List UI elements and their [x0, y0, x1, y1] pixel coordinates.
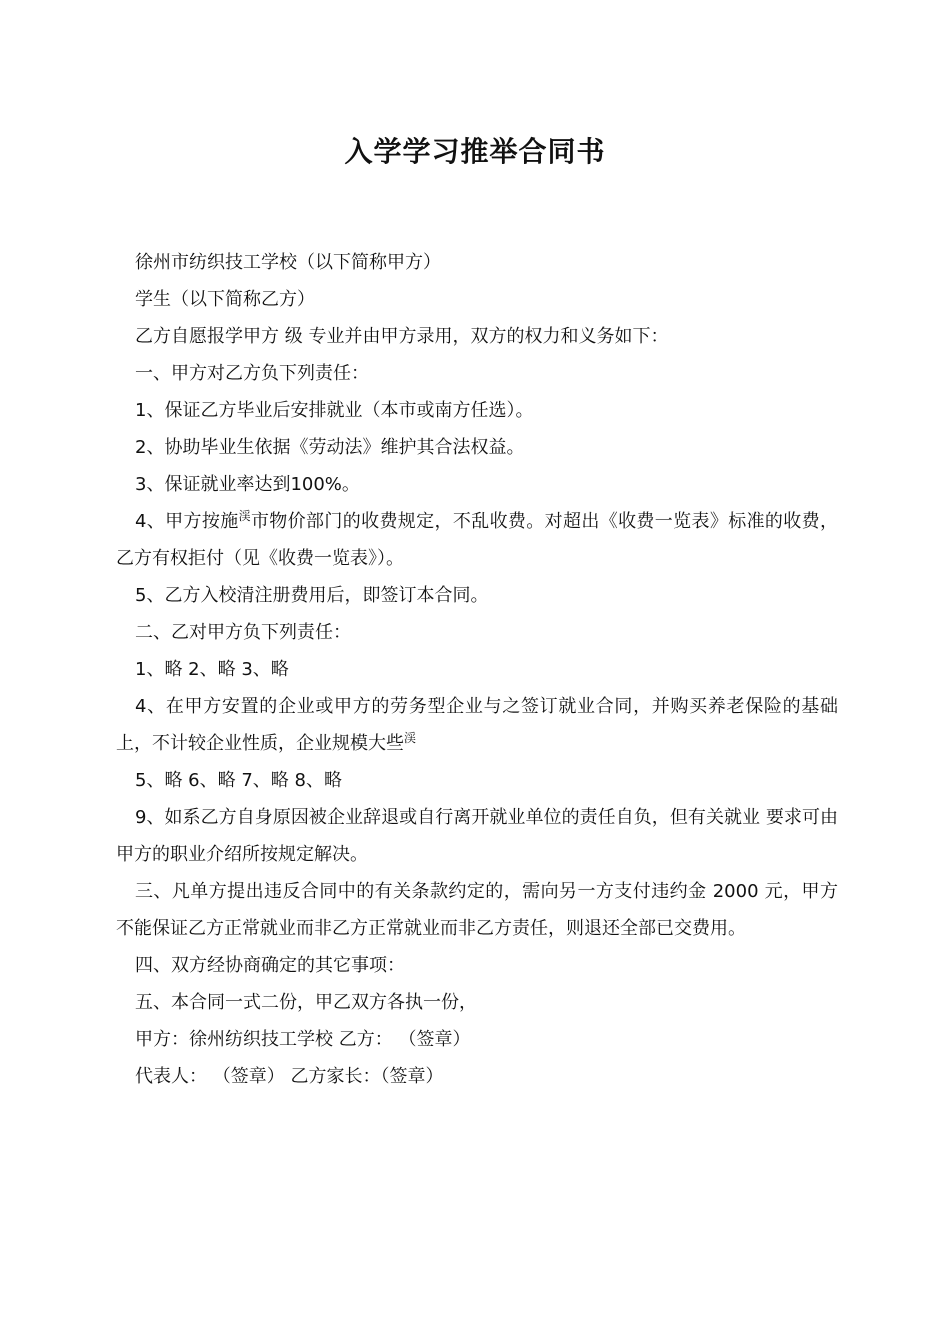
paragraph-2-1-3: 1、略 2、略 3、略: [135, 659, 289, 680]
paragraph-2-4: [116, 688, 838, 762]
paragraph-2-9: 9、如系乙方自身原因被企业辞退或自行离开就业单位的责任自负，但有关就业 要求可由甲方的职业介绍所按规定解决。: [116, 807, 838, 865]
document-title: 入学学习推举合同书: [344, 135, 606, 168]
paragraph-signature-party: 甲方：徐州纺织技工学校 乙方： （签章）: [135, 1029, 471, 1050]
paragraph-1-5: 5、乙方入校清注册费用后，即签订本合同。: [135, 585, 489, 606]
odd-glyph: 渓: [404, 731, 417, 745]
paragraph-1-2: 2、协助毕业生依据《劳动法》维护其合法权益。: [135, 437, 525, 458]
paragraph-intro: 乙方自愿报学甲方 级 专业并由甲方录用，双方的权力和义务如下：: [135, 326, 669, 347]
paragraph-signature-rep: 代表人： （签章） 乙方家长：（签章）: [135, 1066, 444, 1087]
paragraph-party-a: 徐州市纺织技工学校（以下简称甲方）: [135, 252, 441, 273]
paragraph-1-3: 3、保证就业率达到100%。: [135, 474, 360, 495]
paragraph-section-3: 三、凡单方提出违反合同中的有关条款约定的，需向另一方支付违约金 2000 元，甲方不能保证乙方正常就业而非乙方正常就业而非乙方责任，则退还全部已交费用。: [116, 881, 838, 939]
paragraph-section-4: 四、双方经协商确定的其它事项：: [135, 955, 405, 976]
paragraph-1-1: 1、保证乙方毕业后安排就业（本市或南方任选）。: [135, 400, 534, 421]
odd-glyph: 渓: [238, 509, 251, 523]
paragraph-1-4-part-a: 4、甲方按施: [135, 511, 239, 532]
paragraph-2-5-8: 5、略 6、略 7、略 8、略: [135, 770, 342, 791]
paragraph-section-2: 二、乙对甲方负下列责任：: [135, 622, 351, 643]
document-body: [116, 244, 838, 1095]
paragraph-party-b: 学生（以下简称乙方）: [135, 289, 315, 310]
paragraph-1-4: [116, 503, 838, 577]
paragraph-2-4-text: 4、在甲方安置的企业或甲方的劳务型企业与之签订就业合同，并购买养老保险的基础上，不计较企业性质，企业规模大些: [116, 696, 838, 754]
paragraph-1-4-part-b: 市物价部门的收费规定，不乱收费。对超出《收费一览表》标准的收费，乙方有权拒付（见《收费一览表》）。: [116, 511, 838, 569]
paragraph-section-5: 五、本合同一式二份，甲乙双方各执一份，: [135, 992, 477, 1013]
paragraph-section-1: 一、甲方对乙方负下列责任：: [135, 363, 369, 384]
